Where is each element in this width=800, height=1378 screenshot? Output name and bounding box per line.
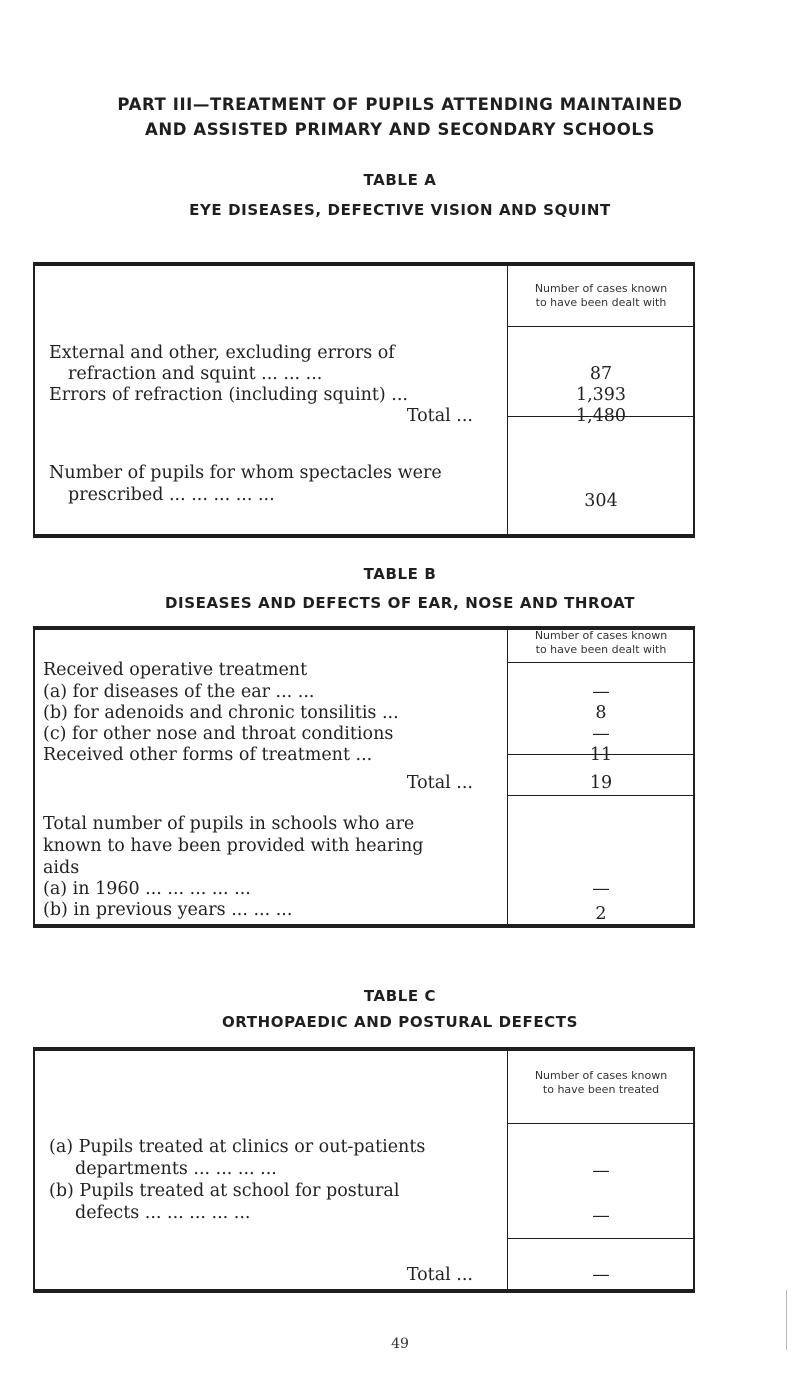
part-title (0, 92, 800, 142)
part-title-line-2: AND ASSISTED PRIMARY AND SECONDARY SCHOOLS (145, 120, 655, 139)
table-b-aid-a-label: (a) in 1960 ... ... ... ... ... (43, 879, 251, 899)
table-b-row-a-label: (a) for diseases of the ear ... ... (43, 682, 315, 702)
table-b-group1-label: Received operative treatment (43, 660, 308, 680)
table-a-row3-label-1: Number of pupils for whom spectacles were (49, 463, 442, 483)
table-a-total-label: Total ... (406, 406, 473, 426)
table-c-row-b-value: — (592, 1206, 610, 1226)
table-b-title: DISEASES AND DEFECTS OF EAR, NOSE AND THROAT (164, 594, 636, 612)
table-b-column-header: Number of cases known to have been dealt with (534, 629, 668, 656)
table-a-total-value: 1,480 (575, 406, 627, 426)
page-number: 49 (391, 1336, 409, 1352)
table-b-row-b-label: (b) for adenoids and chronic tonsilitis ... (43, 703, 399, 723)
table-b-aid-b-label: (b) in previous years ... ... ... (43, 900, 293, 920)
table-b-row-c-value: — (592, 724, 610, 744)
table-b-row-c-label: (c) for other nose and throat conditions (43, 724, 394, 744)
table-c-row-b-label-2: defects ... ... ... ... ... (75, 1203, 251, 1223)
table-a-column-header: Number of cases known to have been dealt with (534, 282, 668, 309)
table-b-row-b-value: 8 (595, 703, 607, 723)
table-b-total-value: 19 (589, 773, 613, 793)
table-c (33, 1047, 695, 1293)
table-a (33, 262, 695, 538)
table-b-other-label: Received other forms of treatment ... (43, 745, 373, 765)
table-a-row2-label: Errors of refraction (including squint) ... (49, 385, 408, 405)
table-b (33, 626, 695, 928)
part-title-line-1: PART III—TREATMENT OF PUPILS ATTENDING MAINTAINED (117, 95, 683, 114)
table-c-label: TABLE C (363, 987, 437, 1005)
table-a-title: EYE DISEASES, DEFECTIVE VISION AND SQUINT (189, 201, 611, 219)
table-b-total-label: Total ... (406, 773, 473, 793)
table-a-row3-label-2: prescribed ... ... ... ... ... (68, 485, 275, 505)
table-a-row1-value: 87 (589, 364, 613, 384)
table-c-total-value: — (592, 1265, 610, 1285)
table-b-row-a-value: — (592, 682, 610, 702)
table-c-row-b-label-1: (b) Pupils treated at school for postural (49, 1181, 400, 1201)
table-a-row1-label-2: refraction and squint ... ... ... (68, 364, 323, 384)
table-c-title: ORTHOPAEDIC AND POSTURAL DEFECTS (221, 1013, 579, 1031)
table-b-group2-label-2: known to have been provided with hearing (43, 836, 424, 856)
table-a-row1-label-1: External and other, excluding errors of (49, 343, 395, 363)
table-c-row-a-label-2: departments ... ... ... ... (75, 1159, 277, 1179)
table-c-row-a-label-1: (a) Pupils treated at clinics or out-patients (49, 1137, 426, 1157)
table-b-group2-label-3: aids (43, 858, 80, 878)
table-a-label: TABLE A (363, 171, 437, 189)
table-c-row-a-value: — (592, 1161, 610, 1181)
table-b-aid-b-value: 2 (595, 904, 607, 924)
page-edge-mark (786, 1290, 787, 1350)
table-b-aid-a-value: — (592, 879, 610, 899)
table-c-column-header: Number of cases known to have been treated (534, 1069, 668, 1096)
table-b-group2-label-1: Total number of pupils in schools who are (43, 814, 415, 834)
table-b-other-value: 11 (589, 745, 613, 765)
table-a-row2-value: 1,393 (575, 385, 627, 405)
table-a-row3-value: 304 (584, 491, 618, 511)
table-c-total-label: Total ... (406, 1265, 473, 1285)
table-b-label: TABLE B (363, 565, 437, 583)
